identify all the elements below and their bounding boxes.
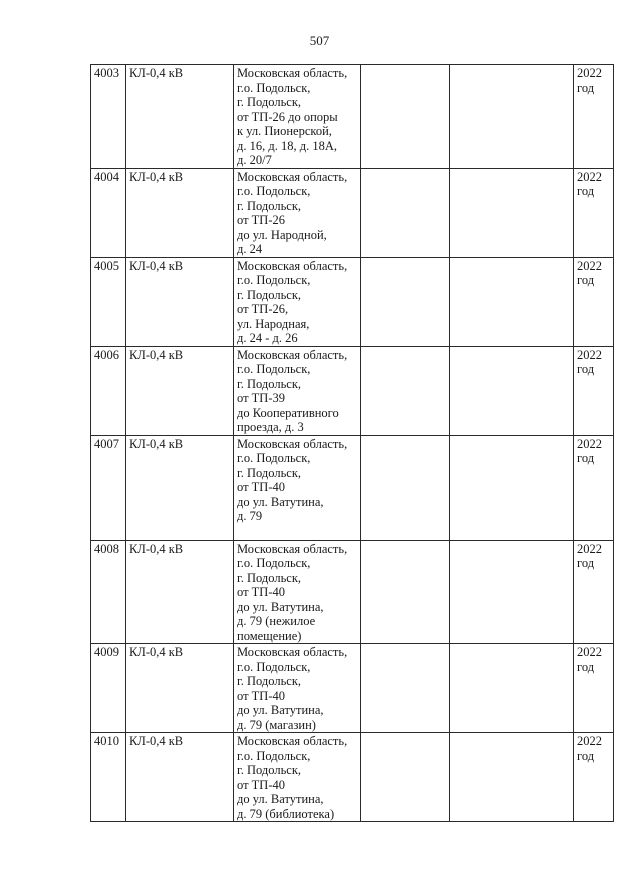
line-type: КЛ-0,4 кВ — [126, 257, 234, 346]
line-type: КЛ-0,4 кВ — [126, 168, 234, 257]
year-cell: 2022 год — [574, 733, 614, 822]
year-cell: 2022 год — [574, 644, 614, 733]
table-row — [91, 733, 614, 822]
empty-cell — [450, 346, 574, 435]
line-address: Московская область, г.о. Подольск, г. Подольск, от ТП-40 до ул. Ватутина, д. 79 (нежилое помещение) — [234, 540, 361, 644]
empty-cell — [361, 435, 450, 540]
line-type: КЛ-0,4 кВ — [126, 346, 234, 435]
year-cell: 2022 год — [574, 168, 614, 257]
row-number: 4008 — [91, 540, 126, 644]
empty-cell — [361, 346, 450, 435]
registry-table — [90, 64, 614, 822]
line-address: Московская область, г.о. Подольск, г. Подольск, от ТП-39 до Кооперативного проезда, д. 3 — [234, 346, 361, 435]
line-type: КЛ-0,4 кВ — [126, 644, 234, 733]
table-row — [91, 65, 614, 169]
empty-cell — [450, 168, 574, 257]
year-cell: 2022 год — [574, 435, 614, 540]
year-cell: 2022 год — [574, 346, 614, 435]
empty-cell — [361, 168, 450, 257]
row-number: 4007 — [91, 435, 126, 540]
row-number: 4004 — [91, 168, 126, 257]
line-address: Московская область, г.о. Подольск, г. Подольск, от ТП-26 до опоры к ул. Пионерской, д. 16, д. 18, д. 18А, д. 20/7 — [234, 65, 361, 169]
row-number: 4006 — [91, 346, 126, 435]
empty-cell — [361, 733, 450, 822]
line-type: КЛ-0,4 кВ — [126, 540, 234, 644]
row-number: 4010 — [91, 733, 126, 822]
line-address: Московская область, г.о. Подольск, г. Подольск, от ТП-40 до ул. Ватутина, д. 79 (библиотека) — [234, 733, 361, 822]
year-cell: 2022 год — [574, 257, 614, 346]
table-row — [91, 540, 614, 644]
empty-cell — [361, 65, 450, 169]
line-address: Московская область, г.о. Подольск, г. Подольск, от ТП-40 до ул. Ватутина, д. 79 (магазин) — [234, 644, 361, 733]
empty-cell — [361, 540, 450, 644]
empty-cell — [450, 435, 574, 540]
table-row — [91, 168, 614, 257]
line-type: КЛ-0,4 кВ — [126, 435, 234, 540]
empty-cell — [450, 540, 574, 644]
row-number: 4005 — [91, 257, 126, 346]
empty-cell — [450, 257, 574, 346]
line-type: КЛ-0,4 кВ — [126, 65, 234, 169]
line-address: Московская область, г.о. Подольск, г. Подольск, от ТП-40 до ул. Ватутина, д. 79 — [234, 435, 361, 540]
table-row — [91, 435, 614, 540]
empty-cell — [361, 644, 450, 733]
empty-cell — [450, 65, 574, 169]
row-number: 4003 — [91, 65, 126, 169]
line-address: Московская область, г.о. Подольск, г. Подольск, от ТП-26, ул. Народная, д. 24 - д. 26 — [234, 257, 361, 346]
line-type: КЛ-0,4 кВ — [126, 733, 234, 822]
empty-cell — [450, 733, 574, 822]
empty-cell — [450, 644, 574, 733]
line-address: Московская область, г.о. Подольск, г. Подольск, от ТП-26 до ул. Народной, д. 24 — [234, 168, 361, 257]
year-cell: 2022 год — [574, 540, 614, 644]
table-row — [91, 257, 614, 346]
table-row — [91, 644, 614, 733]
page-number: 507 — [309, 33, 330, 48]
table-row — [91, 346, 614, 435]
empty-cell — [361, 257, 450, 346]
row-number: 4009 — [91, 644, 126, 733]
year-cell: 2022 год — [574, 65, 614, 169]
